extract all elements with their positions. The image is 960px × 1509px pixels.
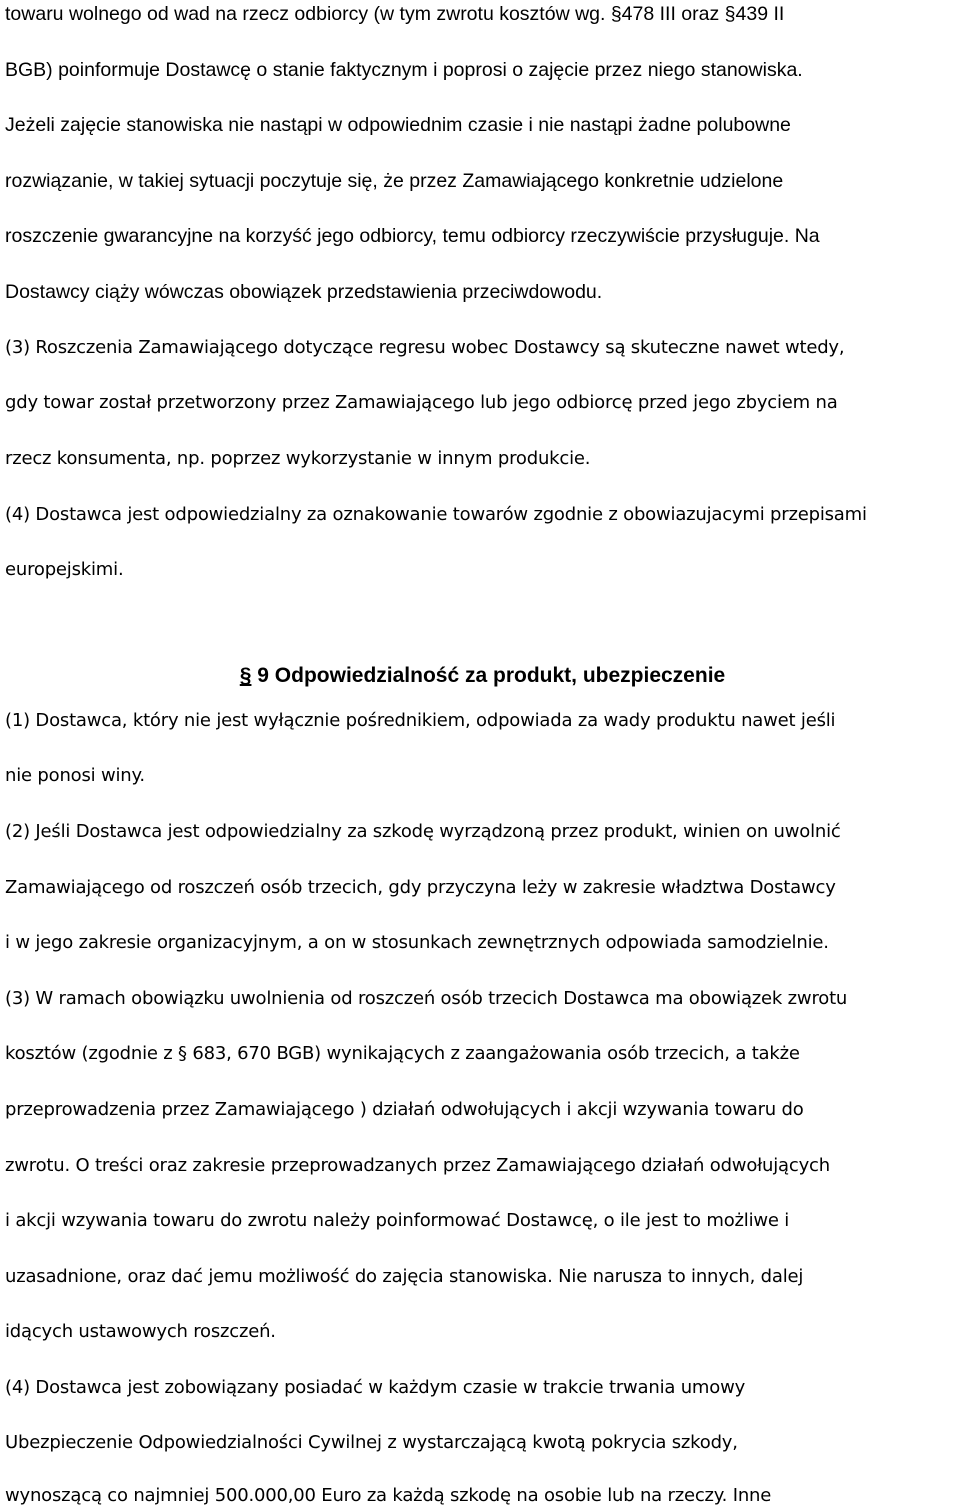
text-line: (3) W ramach obowiązku uwolnienia od roszczeń osób trzecich Dostawca ma obowiązek zwrotu xyxy=(5,988,848,1009)
text-line: nie ponosi winy. xyxy=(5,765,145,786)
text-line: Jeżeli zajęcie stanowiska nie nastąpi w odpowiednim czasie i nie nastąpi żadne polubowne xyxy=(5,114,791,136)
section-heading xyxy=(5,663,960,689)
text-line: (3) Roszczenia Zamawiającego dotyczące regresu wobec Dostawcy są skuteczne nawet wtedy, xyxy=(5,337,845,358)
text-line: towaru wolnego od wad na rzecz odbiorcy (w tym zwrotu kosztów wg. §478 III oraz §439 II xyxy=(5,3,785,25)
text-line: Zamawiającego od roszczeń osób trzecich, gdy przyczyna leży w zakresie władztwa Dostawcy xyxy=(5,877,836,898)
text-line: idących ustawowych roszczeń. xyxy=(5,1321,276,1342)
text-line: kosztów (zgodnie z § 683, 670 BGB) wynikających z zaangażowania osób trzecich, a także xyxy=(5,1043,800,1064)
text-line: Dostawcy ciąży wówczas obowiązek przedstawienia przeciwdowodu. xyxy=(5,281,603,303)
text-line: europejskimi. xyxy=(5,559,124,580)
text-line: (2) Jeśli Dostawca jest odpowiedzialny za szkodę wyrządzoną przez produkt, winien on uwolnić xyxy=(5,821,841,842)
text-line: wynoszącą co najmniej 500.000,00 Euro za każdą szkodę na osobie lub na rzeczy. Inne xyxy=(5,1485,772,1506)
text-line: Ubezpieczenie Odpowiedzialności Cywilnej z wystarczającą kwotą pokrycia szkody, xyxy=(5,1432,738,1453)
text-line: BGB) poinformuje Dostawcę o stanie faktycznym i poprosi o zajęcie przez niego stanowiska. xyxy=(5,59,803,81)
text-line: gdy towar został przetworzony przez Zamawiającego lub jego odbiorcę przed jego zbyciem na xyxy=(5,392,838,413)
section-heading-text: 9 Odpowiedzialność za produkt, ubezpieczenie xyxy=(251,664,726,687)
text-line: (4) Dostawca jest odpowiedzialny za oznakowanie towarów zgodnie z obowiazujacymi przepisami xyxy=(5,504,867,525)
text-line: rzecz konsumenta, np. poprzez wykorzystanie w innym produkcie. xyxy=(5,448,591,469)
text-line: przeprowadzenia przez Zamawiającego ) działań odwołujących i akcji wzywania towaru do xyxy=(5,1099,804,1120)
text-line: i akcji wzywania towaru do zwrotu należy poinformować Dostawcę, o ile jest to możliwe i xyxy=(5,1210,790,1231)
text-line: (1) Dostawca, który nie jest wyłącznie pośrednikiem, odpowiada za wady produktu nawet jeśli xyxy=(5,710,836,731)
text-line: zwrotu. O treści oraz zakresie przeprowadzanych przez Zamawiającego działań odwołujących xyxy=(5,1155,830,1176)
text-line: (4) Dostawca jest zobowiązany posiadać w każdym czasie w trakcie trwania umowy xyxy=(5,1377,746,1398)
text-line: i w jego zakresie organizacyjnym, a on w stosunkach zewnętrznych odpowiada samodzielnie. xyxy=(5,932,829,953)
text-line: uzasadnione, oraz dać jemu możliwość do zajęcia stanowiska. Nie narusza to innych, dalej xyxy=(5,1266,804,1287)
section-sign: § xyxy=(239,664,252,687)
text-line: rozwiązanie, w takiej sytuacji poczytuje się, że przez Zamawiającego konkretnie udzielone xyxy=(5,170,784,192)
text-line: roszczenie gwarancyjne na korzyść jego odbiorcy, temu odbiorcy rzeczywiście przysługuje. Na xyxy=(5,225,820,247)
